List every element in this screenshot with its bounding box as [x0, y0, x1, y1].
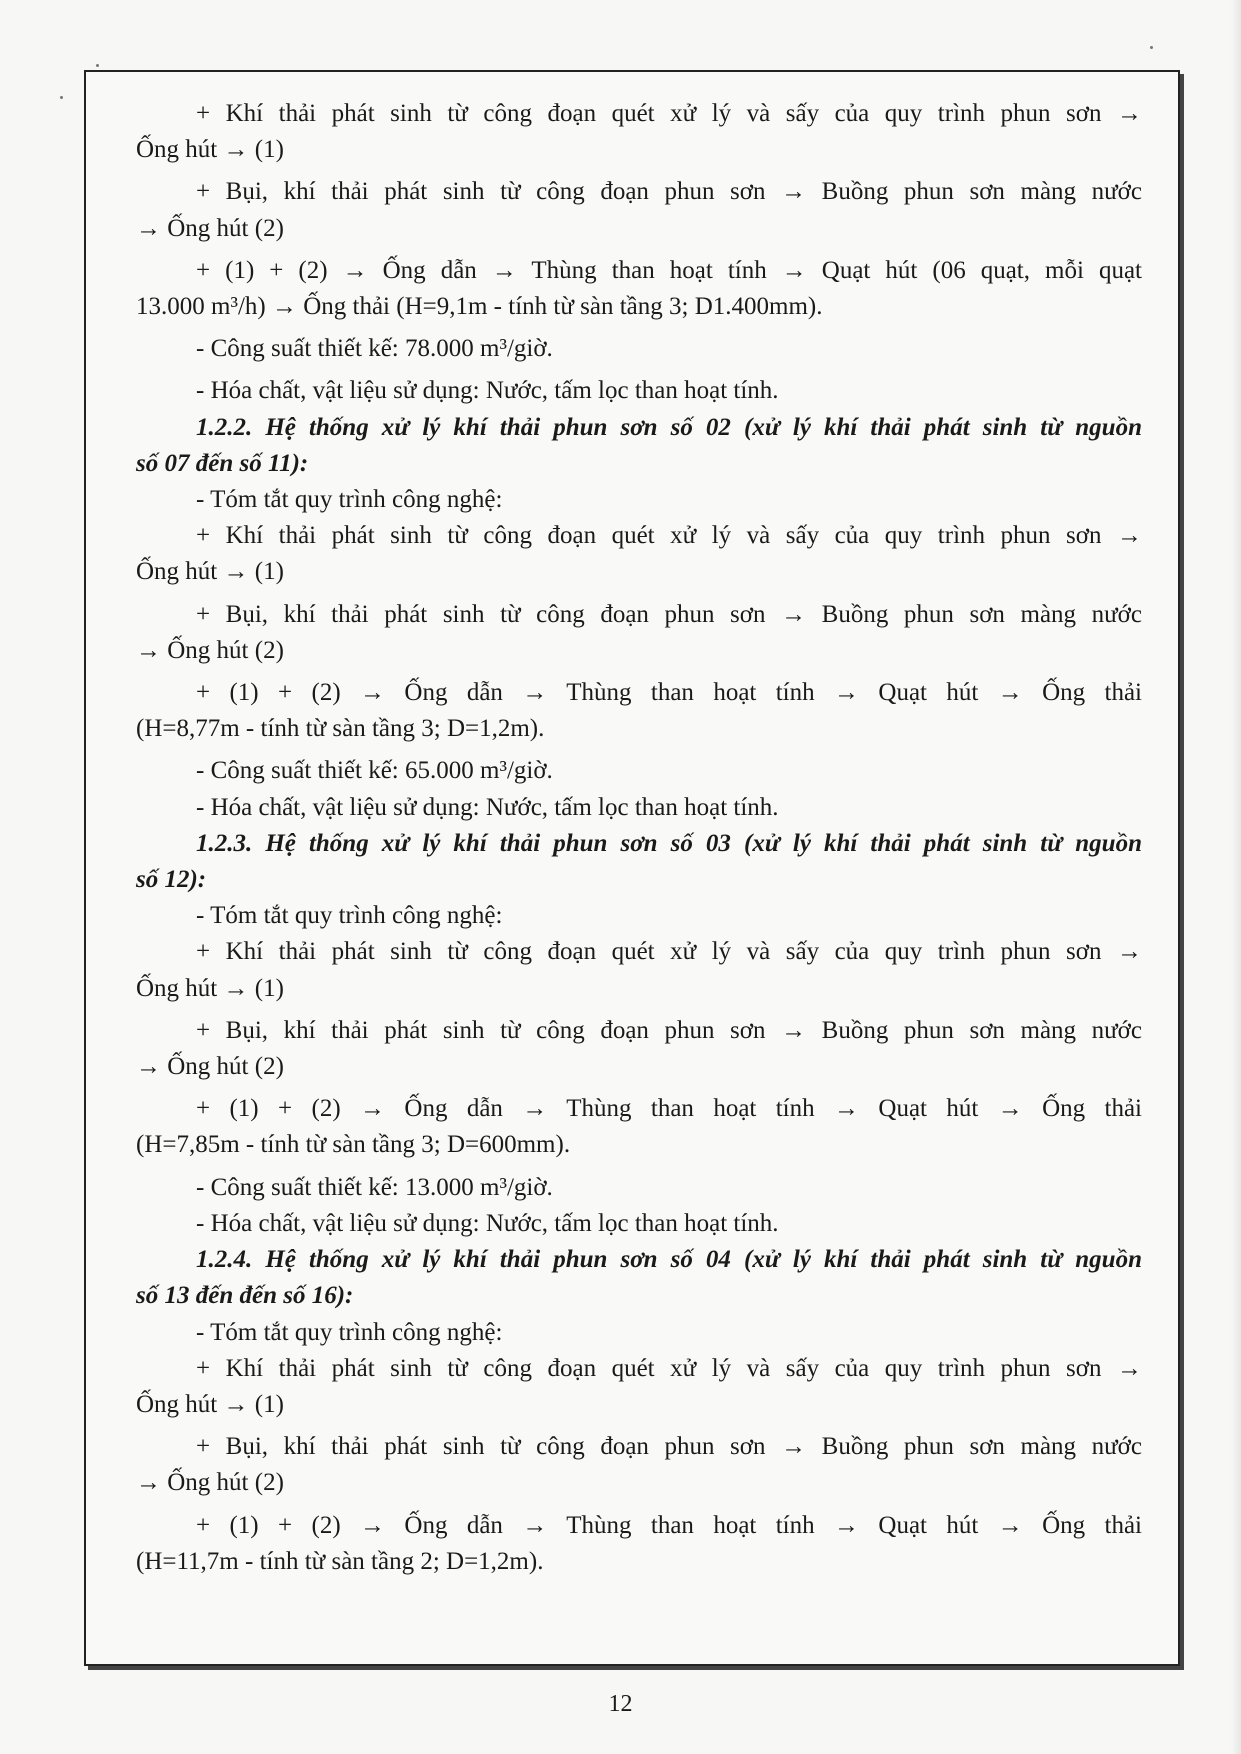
- scan-speck: [1150, 46, 1153, 49]
- section-heading-line: số 07 đến số 11):: [136, 449, 309, 477]
- paragraph-line: - Hóa chất, vật liệu sử dụng: Nước, tấm lọc than hoạt tính.: [196, 793, 779, 821]
- paragraph-line: + Bụi, khí thải phát sinh từ công đoạn phun sơn → Buồng phun sơn màng nước: [196, 1016, 1142, 1044]
- paragraph-line: + Khí thải phát sinh từ công đoạn quét xử lý và sấy của quy trình phun sơn →: [196, 522, 1142, 550]
- paragraph-line: - Tóm tắt quy trình công nghệ:: [196, 486, 503, 514]
- paragraph-line: + (1) + (2) → Ống dẫn → Thùng than hoạt tính → Quạt hút → Ống thải: [196, 1095, 1142, 1123]
- paragraph-line: + (1) + (2) → Ống dẫn → Thùng than hoạt tính → Quạt hút → Ống thải: [196, 1511, 1142, 1539]
- paragraph-line: + (1) + (2) → Ống dẫn → Thùng than hoạt tính → Quạt hút (06 quạt, mỗi quạt: [196, 256, 1142, 284]
- paragraph-line: + (1) + (2) → Ống dẫn → Thùng than hoạt tính → Quạt hút → Ống thải: [196, 679, 1142, 707]
- paragraph-line: → Ống hút (2): [136, 1053, 284, 1081]
- document-page-frame: [84, 70, 1180, 1666]
- section-heading-line: số 13 đến đến số 16):: [136, 1282, 354, 1310]
- section-heading-line: 1.2.3. Hệ thống xử lý khí thải phun sơn số 03 (xử lý khí thải phát sinh từ nguồn: [196, 829, 1142, 857]
- paragraph-line: (H=11,7m - tính từ sàn tầng 2; D=1,2m).: [136, 1547, 544, 1575]
- paragraph-line: - Hóa chất, vật liệu sử dụng: Nước, tấm lọc than hoạt tính.: [196, 377, 779, 405]
- paragraph-line: - Công suất thiết kế: 65.000 m³/giờ.: [196, 757, 553, 785]
- paragraph-line: Ống hút → (1): [136, 558, 284, 586]
- paragraph-line: Ống hút → (1): [136, 1390, 284, 1418]
- paragraph-line: + Bụi, khí thải phát sinh từ công đoạn phun sơn → Buồng phun sơn màng nước: [196, 1433, 1142, 1461]
- paragraph-line: + Bụi, khí thải phát sinh từ công đoạn phun sơn → Buồng phun sơn màng nước: [196, 600, 1142, 628]
- paragraph-line: 13.000 m³/h) → Ống thải (H=9,1m - tính từ sàn tầng 3; D1.400mm).: [136, 293, 823, 321]
- paragraph-line: - Công suất thiết kế: 78.000 m³/giờ.: [196, 335, 553, 363]
- paragraph-line: + Khí thải phát sinh từ công đoạn quét xử lý và sấy của quy trình phun sơn →: [196, 100, 1142, 127]
- section-heading-line: số 12):: [136, 866, 207, 894]
- paragraph-line: + Bụi, khí thải phát sinh từ công đoạn phun sơn → Buồng phun sơn màng nước: [196, 178, 1142, 206]
- paragraph-line: + Khí thải phát sinh từ công đoạn quét xử lý và sấy của quy trình phun sơn →: [196, 938, 1142, 966]
- paragraph-line: (H=8,77m - tính từ sàn tầng 3; D=1,2m).: [136, 715, 545, 743]
- paragraph-line: (H=7,85m - tính từ sàn tầng 3; D=600mm).: [136, 1131, 571, 1159]
- paragraph-line: - Tóm tắt quy trình công nghệ:: [196, 1318, 503, 1346]
- paragraph-line: → Ống hút (2): [136, 1469, 284, 1497]
- paragraph-line: → Ống hút (2): [136, 636, 284, 664]
- section-heading-line: 1.2.4. Hệ thống xử lý khí thải phun sơn số 04 (xử lý khí thải phát sinh từ nguồn: [196, 1246, 1142, 1274]
- scan-edge-shadow: [1231, 0, 1241, 1754]
- scan-speck: [96, 64, 99, 67]
- document-body: [136, 96, 1142, 1580]
- paragraph-line: → Ống hút (2): [136, 214, 284, 242]
- page-number: 12: [608, 1691, 633, 1717]
- scan-speck: [60, 96, 63, 99]
- paragraph-line: Ống hút → (1): [136, 974, 284, 1002]
- paragraph-line: - Công suất thiết kế: 13.000 m³/giờ.: [196, 1173, 553, 1201]
- paragraph-line: - Tóm tắt quy trình công nghệ:: [196, 902, 503, 930]
- section-heading-line: 1.2.2. Hệ thống xử lý khí thải phun sơn số 02 (xử lý khí thải phát sinh từ nguồn: [196, 413, 1142, 441]
- paragraph-line: Ống hút → (1): [136, 136, 284, 164]
- paragraph-line: + Khí thải phát sinh từ công đoạn quét xử lý và sấy của quy trình phun sơn →: [196, 1354, 1142, 1382]
- paragraph-line: - Hóa chất, vật liệu sử dụng: Nước, tấm lọc than hoạt tính.: [196, 1209, 779, 1237]
